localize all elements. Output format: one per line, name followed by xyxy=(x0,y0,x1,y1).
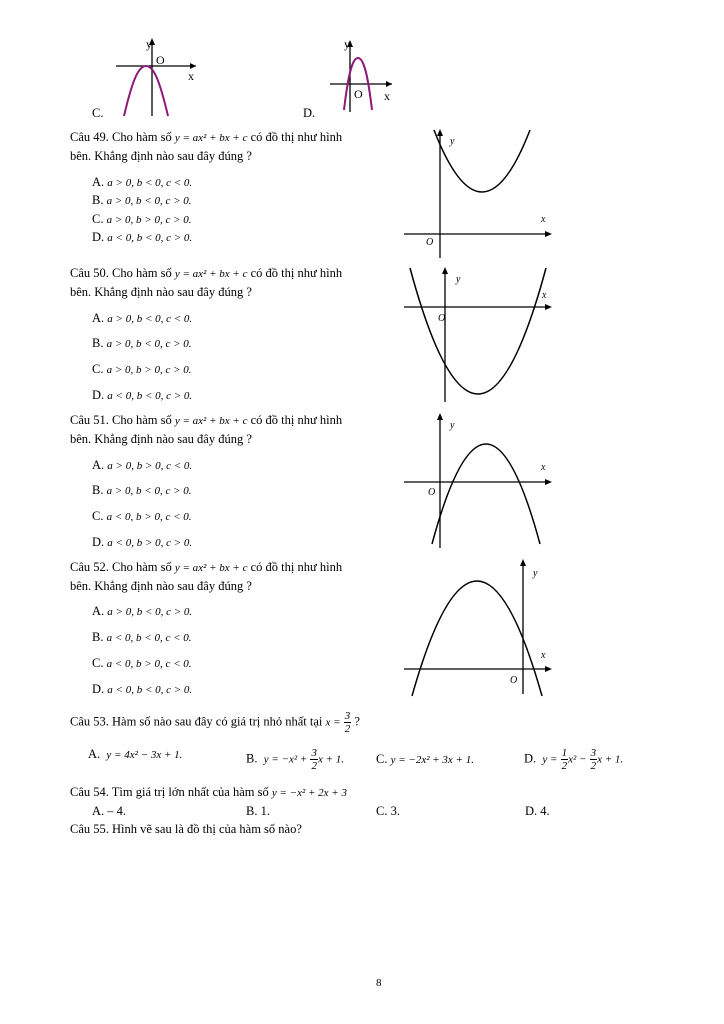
origin-label: O xyxy=(428,487,436,498)
q54-option-c[interactable]: C. 3. xyxy=(376,804,400,818)
y-label: y xyxy=(456,274,461,285)
q51-option-b[interactable]: B. a > 0, b < 0, c > 0. xyxy=(92,483,192,497)
page-number: 8 xyxy=(376,977,382,989)
q50-option-a[interactable]: A. a > 0, b < 0, c < 0. xyxy=(92,311,193,325)
x-label: x xyxy=(542,290,547,301)
parabola-curve xyxy=(432,444,540,544)
q53-fraction: $\frac{3}{2}$ xyxy=(344,710,351,735)
origin-label: O xyxy=(354,87,363,101)
q53-option-d[interactable]: D. y = $\frac{1}{2}$ x² − $\frac{3}{2}$ x + 1. xyxy=(524,747,624,772)
x-label: x xyxy=(188,69,194,83)
q51-option-a[interactable]: A. a > 0, b > 0, c < 0. xyxy=(92,458,193,472)
graph-q52 xyxy=(400,556,560,698)
y-label: y xyxy=(146,37,152,51)
q53-option-a[interactable]: A. y = 4x² − 3x + 1. xyxy=(88,747,183,761)
q50-line2: bên. Khẳng định nào sau đây đúng ? xyxy=(70,285,252,299)
graph-q50 xyxy=(400,264,560,404)
q49-option-d[interactable]: D. a < 0, b < 0, c > 0. xyxy=(92,230,193,244)
q55-statement: Câu 55. Hình vẽ sau là đồ thị của hàm số nào? xyxy=(70,822,302,836)
q51-option-d[interactable]: D. a < 0, b > 0, c > 0. xyxy=(92,535,193,549)
option-c-label: C. xyxy=(92,106,104,120)
q52-line2: bên. Khẳng định nào sau đây đúng ? xyxy=(70,579,252,593)
q53-option-c[interactable]: C. y = −2x² + 3x + 1. xyxy=(376,752,474,766)
q54-option-a[interactable]: A. – 4. xyxy=(92,804,127,818)
origin-label: O xyxy=(426,237,434,248)
q51-line2: bên. Khẳng định nào sau đây đúng ? xyxy=(70,432,252,446)
graph-option-d xyxy=(328,36,408,120)
q49-option-b[interactable]: B. a > 0, b < 0, c > 0. xyxy=(92,193,192,207)
q52-option-a[interactable]: A. a > 0, b < 0, c > 0. xyxy=(92,604,193,618)
y-label: y xyxy=(450,420,455,431)
q51-option-c[interactable]: C. a < 0, b > 0, c < 0. xyxy=(92,509,192,523)
q51-statement: Câu 51. Cho hàm số y = ax² + bx + c có đồ thị như hình xyxy=(70,413,343,427)
y-label: y xyxy=(450,136,455,147)
x-label: x xyxy=(384,89,390,103)
q49-statement: Câu 49. Cho hàm số y = ax² + bx + c có đồ thị như hình xyxy=(70,130,343,144)
graph-q49 xyxy=(400,126,560,260)
q52-formula: y = ax² + bx + c xyxy=(174,562,248,574)
graph-option-c xyxy=(108,36,208,120)
origin-label: O xyxy=(510,675,518,686)
q52-statement: Câu 52. Cho hàm số y = ax² + bx + c có đồ thị như hình xyxy=(70,560,343,574)
q50-statement: Câu 50. Cho hàm số y = ax² + bx + c có đồ thị như hình xyxy=(70,266,343,280)
q53-statement: Câu 53. Hàm số nào sau đây có giá trị nhỏ nhất tại x = $\frac{3}{2}$ ? xyxy=(70,710,360,735)
y-label: y xyxy=(533,568,538,579)
q54-option-d[interactable]: D. 4. xyxy=(525,804,550,818)
origin-label: O xyxy=(438,313,446,324)
q54-option-b[interactable]: B. 1. xyxy=(246,804,270,818)
q52-option-c[interactable]: C. a < 0, b > 0, c < 0. xyxy=(92,656,192,670)
q49-option-a[interactable]: A. a > 0, b < 0, c < 0. xyxy=(92,175,193,189)
q52-option-b[interactable]: B. a < 0, b < 0, c < 0. xyxy=(92,630,192,644)
q54-statement: Câu 54. Tìm giá trị lớn nhất của hàm số y = −x² + 2x + 3 xyxy=(70,785,347,799)
parabola-curve xyxy=(410,268,546,394)
q49-option-c[interactable]: C. a > 0, b > 0, c > 0. xyxy=(92,212,192,226)
graph-q51 xyxy=(400,410,560,550)
parabola-curve xyxy=(124,66,168,116)
option-d-label: D. xyxy=(303,106,316,120)
q53-option-b[interactable]: B. y = −x² + $\frac{3}{2}$ x + 1. xyxy=(246,747,344,772)
x-label: x xyxy=(541,214,546,225)
origin-label: O xyxy=(156,53,165,67)
q50-option-c[interactable]: C. a > 0, b > 0, c > 0. xyxy=(92,362,192,376)
q49-formula: y = ax² + bx + c xyxy=(174,132,248,144)
q50-option-d[interactable]: D. a < 0, b < 0, c > 0. xyxy=(92,388,193,402)
x-label: x xyxy=(541,462,546,473)
x-label: x xyxy=(541,650,546,661)
parabola-curve xyxy=(434,130,530,192)
q50-formula: y = ax² + bx + c xyxy=(174,268,248,280)
y-label: y xyxy=(344,37,350,51)
q52-option-d[interactable]: D. a < 0, b < 0, c > 0. xyxy=(92,682,193,696)
q51-formula: y = ax² + bx + c xyxy=(174,415,248,427)
q50-option-b[interactable]: B. a > 0, b < 0, c > 0. xyxy=(92,336,192,350)
q54-formula: y = −x² + 2x + 3 xyxy=(271,787,347,799)
q49-line2: bên. Khẳng định nào sau đây đúng ? xyxy=(70,149,252,163)
